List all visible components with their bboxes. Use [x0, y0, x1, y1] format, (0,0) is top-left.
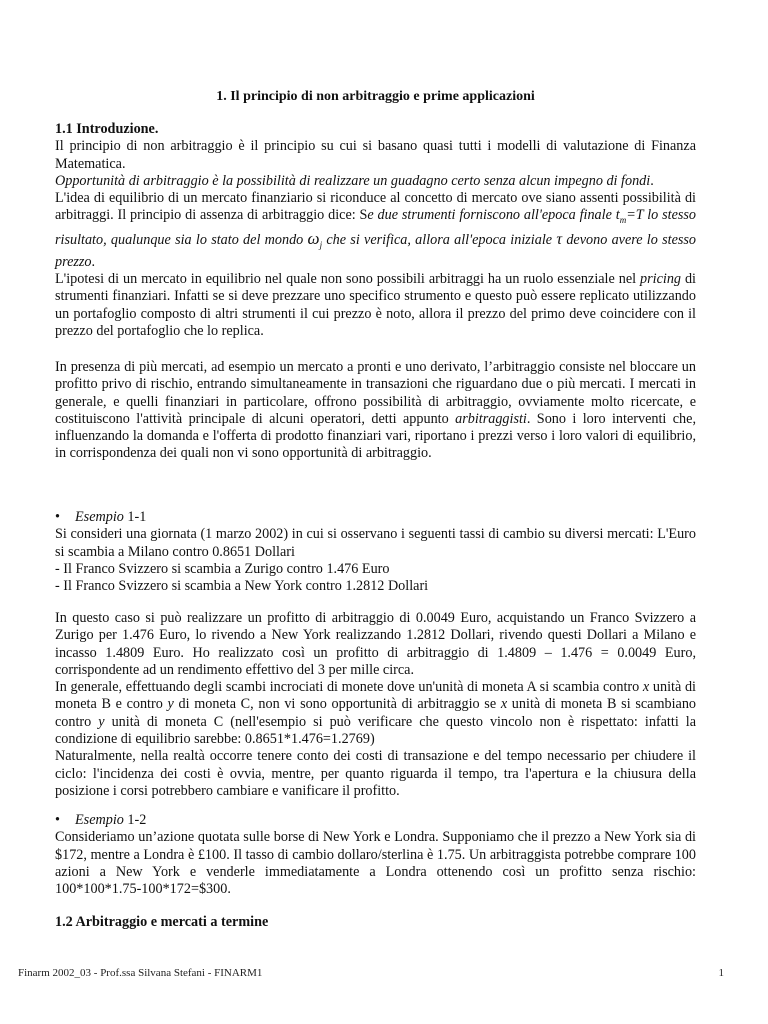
example-1-2 — [55, 812, 696, 898]
section-heading-1-1: 1.1 Introduzione. — [55, 121, 159, 137]
example-1-1 — [55, 509, 696, 595]
example-1-1-rate-newyork: - Il Franco Svizzero si scambia a New York contro 1.2812 Dollari — [55, 578, 429, 595]
page-footer — [18, 967, 724, 980]
example-1-1-heading: • Esempio 1-1 — [55, 509, 147, 525]
tau-symbol: τ — [556, 230, 563, 248]
page-number: 1 — [718, 967, 724, 979]
section-1-1 — [55, 121, 696, 340]
section-heading-1-2: 1.2 Arbitraggio e mercati a termine — [55, 914, 269, 930]
example-1-1-general-paragraph: In generale, effettuando degli scambi incrociati di monete dove un'unità di moneta A si scambia contro x unità di moneta B e contro y di moneta C, non vi sono opportunità di arbitraggio se x unità di moneta B si scambiano contro y unità di moneta C (nell'esempio si può verificare che questo vincolo non è rispettato: infatti la condizione di equilibrio sarebbe: 0.8651*1.476=1.2769) — [55, 679, 697, 748]
equilibrium-paragraph: L'idea di equilibrio di un mercato finanziario si riconduce al concetto di mercato ove siano assenti possibilità di arbitraggi. Il principio di assenza di arbitraggio dice: Se due strumenti forniscono all'epoca finale $t_m=T$ lo stesso risultato, qualunque sia lo stato del mondo $\omega_j$ che si verifica, allora all'epoca iniziale τ devono avere lo stesso prezzo. — [55, 190, 697, 270]
arbitrage-definition-text: Opportunità di arbitraggio è la possibilità di realizzare un guadagno certo senza alcun impegno di fondi — [55, 172, 651, 189]
footer-text: Finarm 2002_03 - Prof.ssa Silvana Stefani - FINARM1 — [18, 967, 263, 979]
markets-paragraph: In presenza di più mercati, ad esempio un mercato a pronti e uno derivato, l’arbitraggio consiste nel bloccare un profitto privo di rischio, entrando simultaneamente in transazioni che riguardano due o più mercati. I mercati in generale, e quelli finanziari in particolare, offrono possibilità di arbitraggio, ovviamente molto ricercate, e costituiscono l'attività principale di alcuni operatori, detti appunto arbitraggisti. Sono i loro interventi che, influenzando la domanda e l'offerta di prodotto finanziari vari, riportano i prezzi verso i loro valori di equilibrio, in corrispondenza dei quali non vi sono opportunità di arbitraggio. — [55, 359, 696, 462]
example-1-1-costs-paragraph: Naturalmente, nella realtà occorre tenere conto dei costi di transazione e del tempo necessario per chiudere il ciclo: l'incidenza dei costi è ovvia, mentre, per quanto riguarda il tempo, tra l'apertura e la chiusura della posizione i corsi potrebbero cambiare e vanificare il profitto. — [55, 748, 696, 799]
document-title: 1. Il principio di non arbitraggio e prime applicazioni — [216, 89, 535, 104]
example-1-2-paragraph: Consideriamo un’azione quotata sulle borse di New York e Londra. Supponiamo che il prezzo a New York sia di $172, mentre a Londra è £100. Il tasso di cambio dollaro/sterlina è 1.75. Un arbitraggista potrebbe comprare 100 azioni a New York e venderle immediatamente a Londra ottenendo così un profitto senza rischio: 100*100*1.75-100*172=$300. — [55, 829, 696, 898]
arbitrage-definition: Opportunità di arbitraggio è la possibilità di realizzare un guadagno certo senza alcun impegno di fondi. — [55, 172, 654, 189]
omega-symbol: ω — [307, 228, 320, 248]
example-1-1-body — [55, 610, 696, 800]
bullet-icon: • — [55, 509, 60, 525]
pricing-paragraph: L'ipotesi di un mercato in equilibrio nel quale non sono possibili arbitraggi ha un ruolo essenziale nel pricing di strumenti finanziari. Infatti se si deve prezzare uno specifico strumento e questo può essere replicato utilizzando un portafoglio composto di altri strumenti il cui prezzo è noto, allora il prezzo del primo deve coincidere con il prezzo del portafoglio che lo replica. — [55, 271, 696, 339]
example-1-1-intro: Si consideri una giornata (1 marzo 2002) in cui si osservano i seguenti tassi di cambio su diversi mercati: L'Euro si scambia a Milano contro 0.8651 Dollari — [55, 526, 696, 560]
example-1-2-heading: • Esempio 1-2 — [55, 812, 147, 828]
intro-paragraph: Il principio di non arbitraggio è il principio su cui si basano quasi tutti i modelli di valutazione di Finanza Matematica. — [55, 138, 696, 172]
example-1-1-profit-paragraph: In questo caso si può realizzare un profitto di arbitraggio di 0.0049 Euro, acquistando un Franco Svizzero a Zurigo per 1.476 Euro, lo rivendo a New York realizzando 1.2812 Dollari, rivendo questi Dollari a Milano e incasso 1.4809 Euro. Ho realizzato così un profitto di arbitraggio di 1.4809 – 1.476 = 0.0049 Euro, corrispondente ad un rendimento effettivo del 3 per mille circa. — [55, 610, 696, 678]
example-1-1-rate-zurich: - Il Franco Svizzero si scambia a Zurigo contro 1.476 Euro — [55, 560, 390, 577]
bullet-icon: • — [55, 812, 60, 828]
